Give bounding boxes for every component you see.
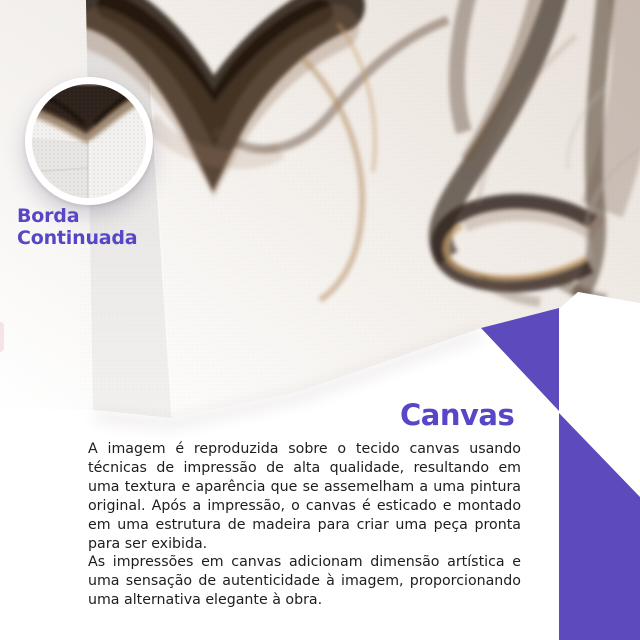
zoom-detail-circle [25, 77, 153, 205]
wrapped-edge-detail [32, 84, 146, 198]
section-title: Canvas [400, 398, 515, 432]
pink-edge-sliver [0, 322, 4, 352]
description-paragraph-1: A imagem é reproduzida sobre o tecido canvas usando técnicas de impressão de alta qualidade, resultando em uma textura e aparência que se assemelham a uma pintura original. Após a impressão, o canvas é esticado e montado em uma estrutura de madeira para criar uma peça pronta para ser exibida. [88, 441, 521, 552]
borda-continuada-label: Borda Continuada [17, 205, 138, 249]
description-paragraph-2: As impressões em canvas adicionam dimensão artística e uma sensação de autenticidade à imagem, proporcionando uma alternativa elegante à obra. [88, 554, 521, 609]
description-block [88, 440, 521, 610]
